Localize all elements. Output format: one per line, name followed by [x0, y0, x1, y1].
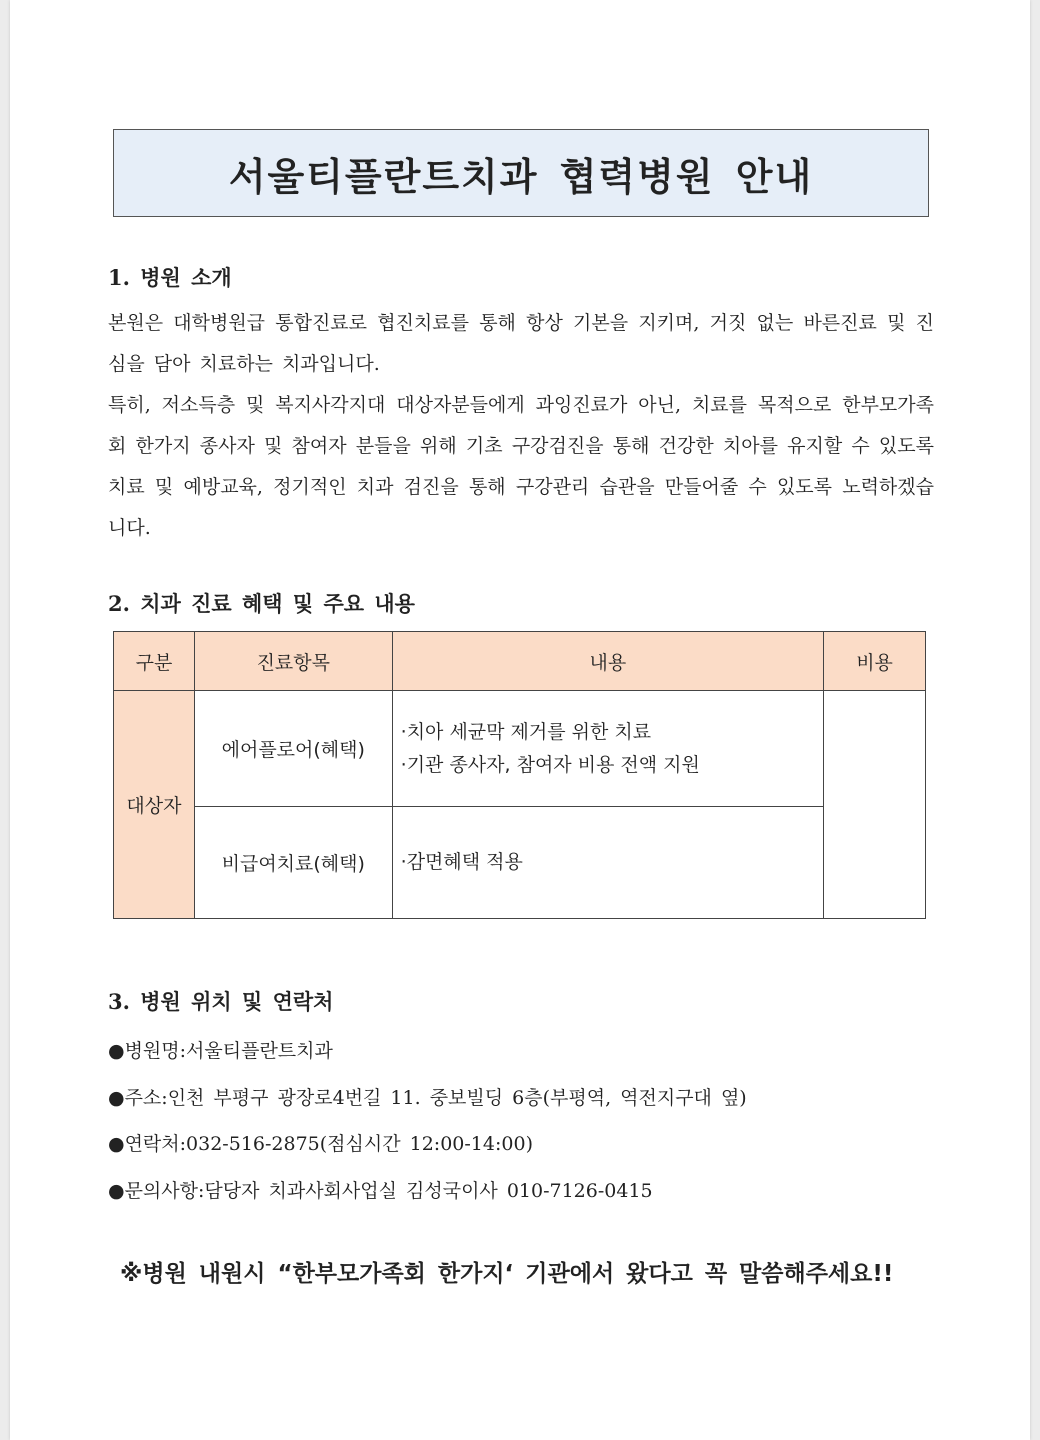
document-page [10, 0, 1030, 1440]
treatment-item-cell: 비급여치료(혜택) [194, 807, 392, 919]
visit-notice: ※병원 내원시 “한부모가족회 한가지‘ 기관에서 왔다고 꼭 말씀해주세요!! [120, 1261, 894, 1287]
header-cost: 비용 [824, 632, 926, 691]
header-category: 구분 [114, 632, 195, 691]
document-title: 서울티플란트치과 협력병원 안내 [228, 154, 814, 199]
table-row [114, 807, 926, 919]
category-cell: 대상자 [114, 691, 195, 919]
content-cell [392, 691, 823, 807]
content-cell [392, 807, 823, 919]
contact-line: ●연락처:032-516-2875(점심시간 12:00-14:00) [108, 1133, 533, 1155]
introduction-paragraph-1: 본원은 대학병원급 통합진료로 협진치료를 통해 항상 기본을 지키며, 거짓 없는 바른진료 및 진심을 담아 치료하는 치과입니다. [108, 312, 934, 375]
table-header-row [114, 632, 926, 691]
content-line: ·감면혜택 적용 [400, 851, 523, 873]
header-content: 내용 [392, 632, 823, 691]
content-line: ·치아 세균막 제거를 위한 치료 [400, 720, 652, 743]
table-row [114, 691, 926, 807]
introduction-paragraph-2: 특히, 저소득층 및 복지사각지대 대상자분들에게 과잉진료가 아닌, 치료를 목적으로 한부모가족회 한가지 종사자 및 참여자 분들을 위해 기초 구강검진을 통해 건강한 치아를 유지할 수 있도록 치료 및 예방교육, 정기적인 치과 검진을 통해 구강관리 습관을 만들어줄 수 있도록 노력하겠습니다. [108, 394, 934, 539]
address-line: ●주소:인천 부평구 광장로4번길 11. 중보빌딩 6층(부평역, 역전지구대 옆) [108, 1087, 747, 1109]
content-line: ·기관 종사자, 참여자 비용 전액 지원 [400, 753, 700, 776]
hospital-name-line: ●병원명:서울티플란트치과 [108, 1040, 333, 1062]
benefits-table [113, 631, 926, 919]
section-heading-location: 3. 병원 위치 및 연락처 [108, 989, 334, 1014]
cost-cell [824, 691, 926, 919]
inquiry-line: ●문의사항:담당자 치과사회사업실 김성국이사 010-7126-0415 [108, 1180, 653, 1202]
title-box [113, 129, 929, 217]
section-heading-introduction: 1. 병원 소개 [108, 265, 232, 290]
treatment-item-cell: 에어플로어(혜택) [194, 691, 392, 807]
header-treatment-item: 진료항목 [194, 632, 392, 691]
section-heading-benefits: 2. 치과 진료 혜택 및 주요 내용 [108, 591, 415, 616]
